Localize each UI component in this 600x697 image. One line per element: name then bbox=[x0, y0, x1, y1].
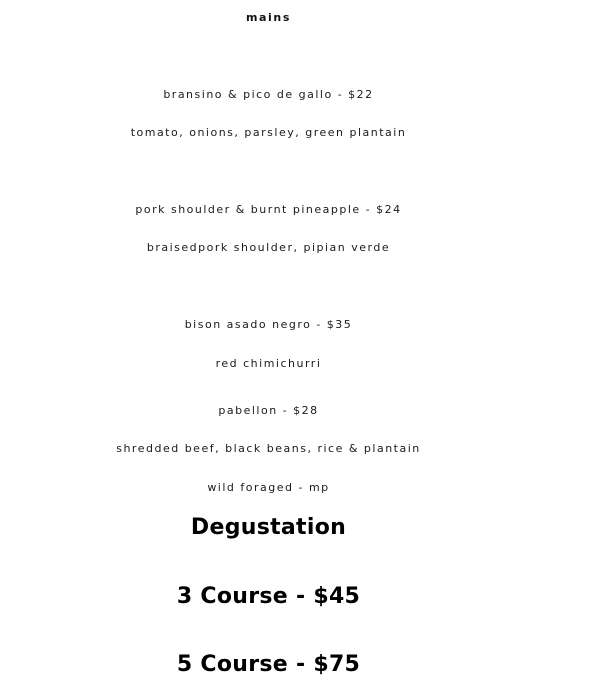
degustation-title: Degustation bbox=[190, 515, 347, 540]
section-title-mains: mains bbox=[245, 11, 292, 24]
menu-item-name: bransino & pico de gallo - $22 bbox=[163, 88, 374, 101]
degustation-option: 5 Course - $75 bbox=[176, 652, 361, 677]
menu-item-description: shredded beef, black beans, rice & plantain bbox=[116, 442, 421, 455]
menu-item-description: braisedpork shoulder, pipian verde bbox=[146, 241, 391, 254]
menu-item-name: bison asado negro - $35 bbox=[184, 318, 353, 331]
menu-item-description: tomato, onions, parsley, green plantain bbox=[130, 126, 407, 139]
menu-item-name: wild foraged - mp bbox=[207, 481, 330, 494]
menu-item-description: red chimichurri bbox=[215, 357, 322, 370]
menu-item-name: pabellon - $28 bbox=[218, 404, 319, 417]
degustation-option: 3 Course - $45 bbox=[176, 584, 361, 609]
menu-item-name: pork shoulder & burnt pineapple - $24 bbox=[135, 203, 402, 216]
